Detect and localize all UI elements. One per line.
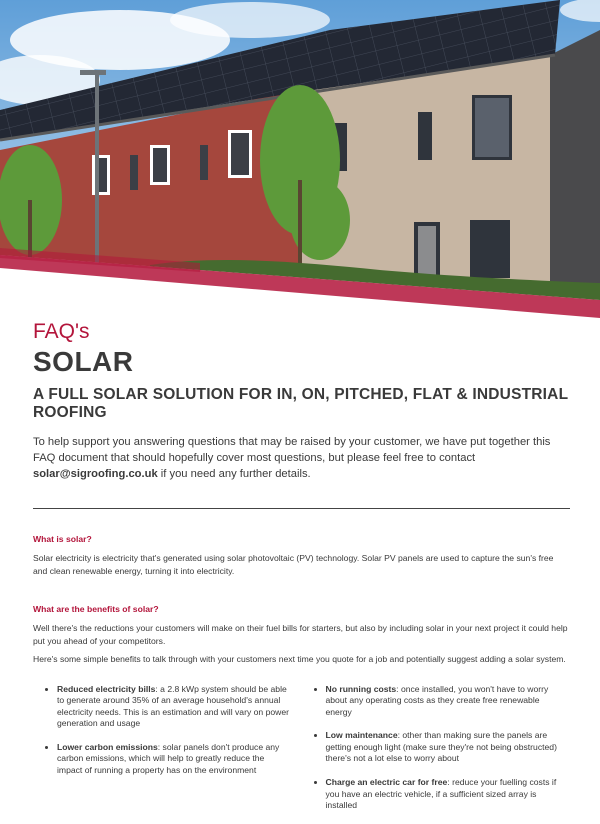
faq-answer: Well there's the reductions your customers will make on their fuel bills for starters, but also by including solar in your next project it could help put you ahead of your competitors. (33, 623, 568, 646)
list-item (326, 777, 561, 812)
benefit-title: No running costs (325, 683, 397, 694)
benefit-title: Charge an electric car for free (325, 777, 448, 788)
hero-photo (0, 0, 600, 340)
faq-question: What are the benefits of solar? (33, 604, 159, 614)
page-content (33, 320, 570, 824)
contact-email-link[interactable]: solar@sigroofing.co.uk (33, 468, 158, 480)
list-item (57, 684, 292, 730)
benefit-text: : other than making sure the panels are getting enough light (make sure they're not being obstructed) there's not a lot else to worry about (325, 730, 557, 764)
benefit-text: : reduce your fuelling costs if you have an electric vehicle, if a sufficient sized array is installed (325, 777, 557, 811)
divider (33, 508, 570, 509)
faq-question: What is solar? (33, 534, 92, 544)
intro-paragraph (33, 434, 570, 482)
benefit-title: Reduced electricity bills (57, 683, 156, 694)
benefit-text: : a 2.8 kWp system should be able to generate around 35% of an average household's annual electricity needs. This is an estimation and will vary on power generation and usage (57, 683, 289, 729)
benefits-column-right (302, 684, 571, 824)
page-title: SOLAR (33, 346, 134, 377)
page-subtitle: A FULL SOLAR SOLUTION FOR IN, ON, PITCHED, FLAT & INDUSTRIAL ROOFING (33, 386, 568, 421)
benefit-title: Lower carbon emissions (57, 741, 158, 752)
faq-eyebrow: FAQ's (33, 320, 90, 343)
benefit-text: : once installed, you won't have to worry about any operating costs as they create free renewable energy (325, 683, 549, 717)
list-item (326, 684, 561, 719)
list-item (326, 730, 561, 765)
faq-answer: Here's some simple benefits to talk through with your customers next time you quote for a job and potentially suggest adding a solar system. (33, 654, 566, 664)
benefits-column-left (33, 684, 302, 824)
list-item (57, 742, 292, 777)
intro-text-end: if you need any further details. (157, 468, 311, 480)
intro-text: To help support you answering questions that may be raised by your customer, we have put together this FAQ document that should hopefully cover most questions, but please feel free to contact (33, 436, 551, 464)
benefit-title: Low maintenance (325, 730, 398, 741)
benefit-text: : solar panels don't produce any carbon emissions, which will help to greatly reduce the impact of running a property has on the environment (57, 741, 280, 776)
faq-answer: Solar electricity is electricity that's generated using solar photovoltaic (PV) technology. Solar PV panels are used to capture the sun's free and clean renewable energy, turning it into electricity. (33, 553, 554, 576)
benefits-list (33, 684, 570, 824)
